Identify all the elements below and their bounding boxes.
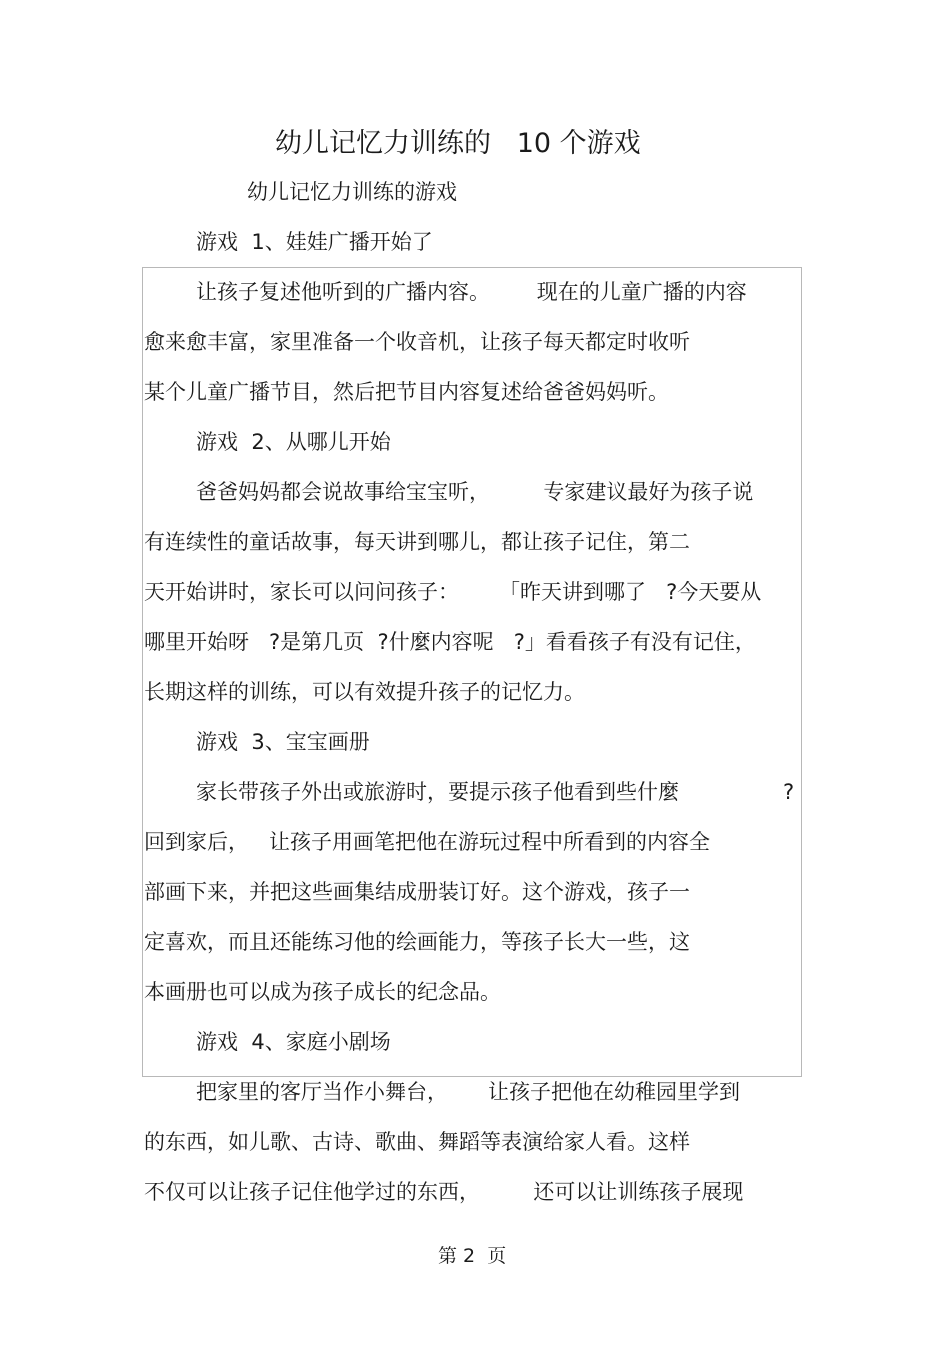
paragraph-line: 部画下来，并把这些画集结成册装订好。这个游戏，孩子一: [144, 880, 690, 904]
paragraph-line: 的东西，如儿歌、古诗、歌曲、舞蹈等表演给家人看。这样: [144, 1130, 690, 1154]
game-4-heading: 游戏 4、家庭小剧场: [196, 1030, 391, 1054]
paragraph-line: 不仅可以让孩子记住他学过的东西， 还可以让训练孩子展现: [144, 1180, 744, 1204]
game-2-heading: 游戏 2、从哪儿开始: [196, 430, 391, 454]
paragraph-line: 爸爸妈妈都会说故事给宝宝听， 专家建议最好为孩子说: [196, 480, 754, 504]
paragraph-line-tail: ?: [783, 780, 795, 804]
paragraph-line: 有连续性的童话故事，每天讲到哪儿，都让孩子记住，第二: [144, 530, 690, 554]
paragraph-line: 愈来愈丰富，家里准备一个收音机，让孩子每天都定时收听: [144, 330, 690, 354]
paragraph-line: 家长带孩子外出或旅游时，要提示孩子他看到些什麼: [196, 780, 679, 804]
paragraph-line: 天开始讲时，家长可以问问孩子： 「昨天讲到哪了 ?今天要从: [144, 580, 762, 604]
game-3-heading: 游戏 3、宝宝画册: [196, 730, 370, 754]
paragraph-line: 哪里开始呀 ?是第几页 ?什麼内容呢 ?」看看孩子有没有记住，: [144, 630, 756, 654]
page-number: 第 2 页: [438, 1245, 507, 1267]
paragraph-line: 定喜欢，而且还能练习他的绘画能力，等孩子长大一些，这: [144, 930, 690, 954]
paragraph-line: 让孩子复述他听到的广播内容。 现在的儿童广播的内容: [196, 280, 747, 304]
document-title: 幼儿记忆力训练的 10 个游戏: [275, 128, 641, 159]
paragraph-line: 长期这样的训练，可以有效提升孩子的记忆力。: [144, 680, 585, 704]
game-1-heading: 游戏 1、娃娃广播开始了: [196, 230, 433, 254]
paragraph-line: 把家里的客厅当作小舞台， 让孩子把他在幼稚园里学到: [196, 1080, 741, 1104]
document-subtitle: 幼儿记忆力训练的游戏: [247, 180, 457, 204]
paragraph-line: 某个儿童广播节目，然后把节目内容复述给爸爸妈妈听。: [144, 380, 669, 404]
paragraph-line: 本画册也可以成为孩子成长的纪念品。: [144, 980, 501, 1004]
paragraph-line: 回到家后， 让孩子用画笔把他在游玩过程中所看到的内容全: [144, 830, 711, 854]
